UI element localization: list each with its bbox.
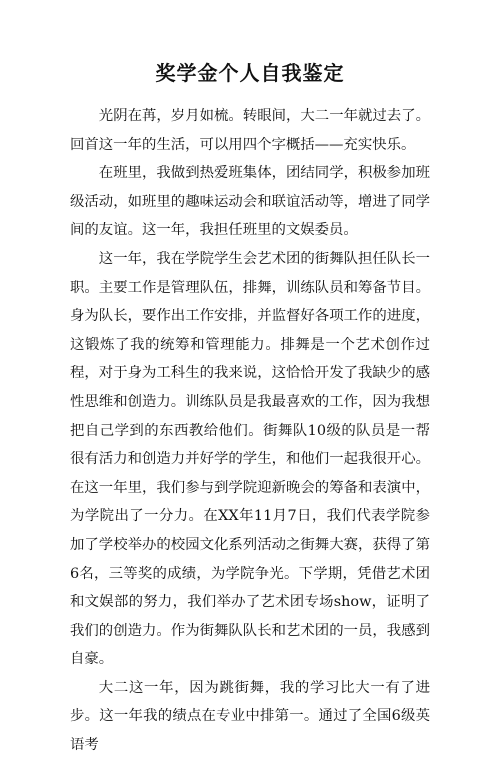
paragraph-class-life: 在班里，我做到热爱班集体，团结同学，积极参加班级活动，如班里的趣味运动会和联谊活动等，增进了同学间的友谊。这一年，我担任班里的文娱委员。 xyxy=(70,165,430,239)
paragraph-intro: 光阴在苒，岁月如梳。转眼间，大二一年就过去了。回首这一年的生活，可以用四个字概括——充实快乐。 xyxy=(70,108,430,153)
paragraph-study: 大二这一年，因为跳街舞，我的学习比大一有了进步。这一年我的绩点在专业中排第一。通过了全国6级英语考 xyxy=(70,679,430,754)
document-title: 奖学金个人自我鉴定 xyxy=(155,61,345,85)
paragraph-dance-team: 这一年，我在学院学生会艺术团的街舞队担任队长一职。主要工作是管理队伍，排舞，训练队员和筹备节目。身为队长，要作出工作安排，并监督好各项工作的进度，这锻炼了我的统筹和管理能力。排舞是一个艺术创作过程，对于身为工科生的我来说，这恰恰开发了我缺少的感性思维和创造力。训练队员是我最喜欢的工作，因为我想把自己学到的东西教给他们。街舞队10级的队员是一帮很有活力和创造力并好学的学生，和他们一起我很开心。在这一年里，我们参与到学院迎新晚会的筹备和表演中，为学院出了一分力。在XX年11月7日，我们代表学院参加了学校举办的校园文化系列活动之街舞大赛，获得了第6名，三等奖的成绩，为学院争光。下学期，凭借艺术团和文娱部的努力，我们举办了艺术团专场show，证明了我们的创造力。作为街舞队队长和艺术团的一员，我感到自豪。 xyxy=(70,250,430,668)
